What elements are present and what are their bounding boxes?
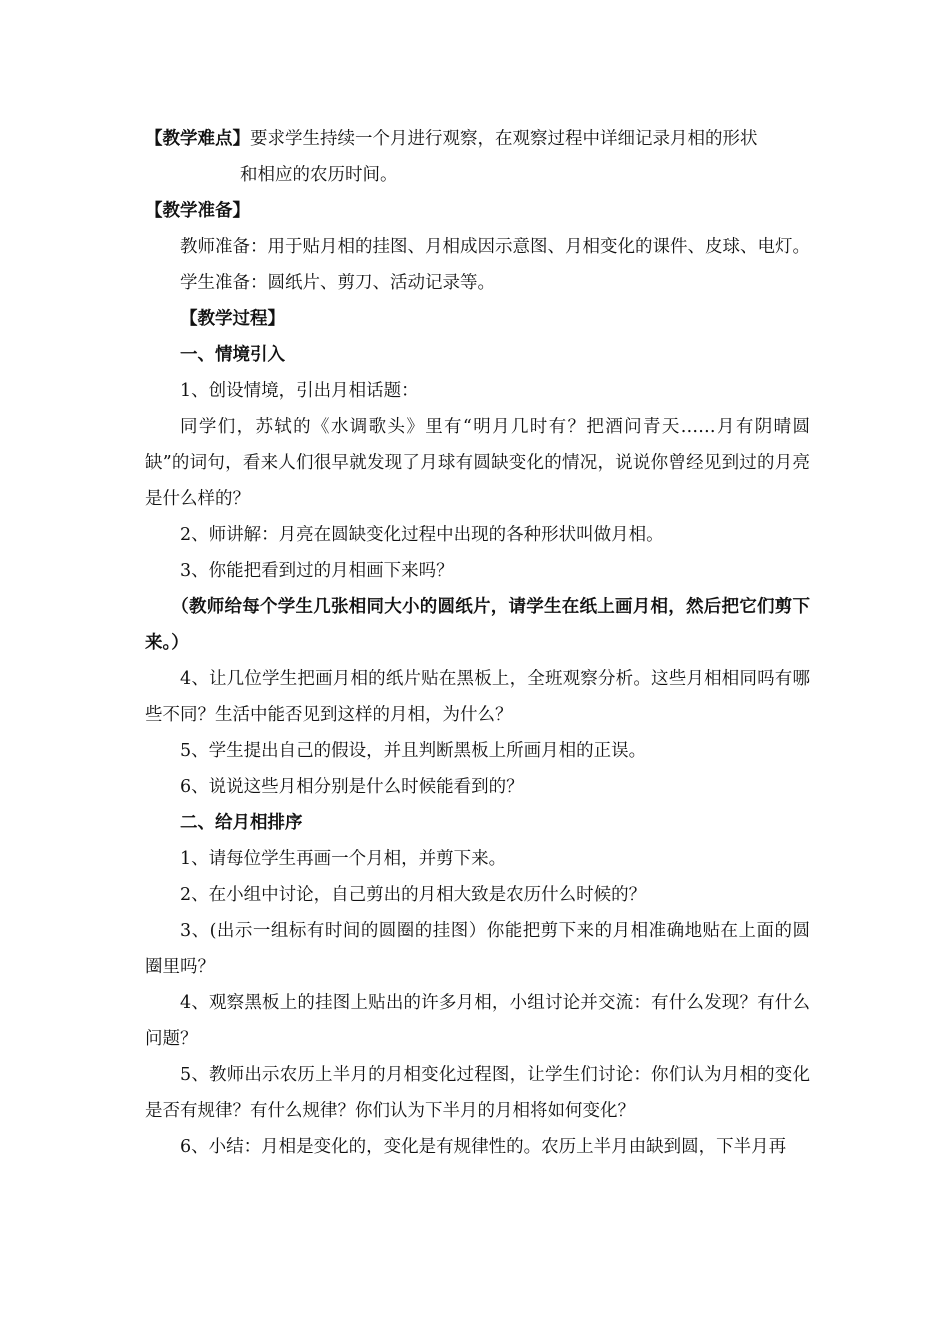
part1-item-1: 1、创设情境，引出月相话题： bbox=[180, 381, 419, 401]
part2-item-5: 5、教师出示农历上半月的月相变化过程图，让学生们讨论：你们认为月相的变化是否有规律？有什么规律？你们认为下半月的月相将如何变化？ bbox=[145, 1065, 810, 1121]
part1-item-8: 6、说说这些月相分别是什么时候能看到的？ bbox=[180, 777, 524, 797]
part1-item-2: 同学们，苏轼的《水调歌头》里有“明月几时有？把酒问青天……月有阴晴圆缺”的词句，看来人们很早就发现了月球有圆缺变化的情况，说说你曾经见到过的月亮是什么样的？ bbox=[145, 417, 810, 509]
process-heading: 【教学过程】 bbox=[180, 309, 285, 329]
difficulty-text-line1: 要求学生持续一个月进行观察，在观察过程中详细记录月相的形状 bbox=[250, 129, 758, 149]
part2-item-1: 1、请每位学生再画一个月相，并剪下来。 bbox=[180, 849, 507, 869]
part1-item-7: 5、学生提出自己的假设，并且判断黑板上所画月相的正误。 bbox=[180, 741, 647, 761]
part1-item-3: 2、师讲解：月亮在圆缺变化过程中出现的各种形状叫做月相。 bbox=[180, 525, 664, 545]
difficulty-line bbox=[145, 121, 810, 157]
preparation-heading: 【教学准备】 bbox=[145, 201, 250, 221]
part2-item-2: 2、在小组中讨论，自己剪出的月相大致是农历什么时候的？ bbox=[180, 885, 647, 905]
teacher-preparation: 教师准备：用于贴月相的挂图、月相成因示意图、月相变化的课件、皮球、电灯。 bbox=[180, 237, 810, 257]
difficulty-text-line2: 和相应的农历时间。 bbox=[240, 165, 398, 185]
part1-item-4: 3、你能把看到过的月相画下来吗？ bbox=[180, 561, 454, 581]
student-preparation: 学生准备：圆纸片、剪刀、活动记录等。 bbox=[180, 273, 495, 293]
part2-item-3: 3、(出示一组标有时间的圆圈的挂图）你能把剪下来的月相准确地贴在上面的圆圈里吗？ bbox=[145, 921, 810, 977]
part1-item-5: （教师给每个学生几张相同大小的圆纸片，请学生在纸上画月相，然后把它们剪下来。） bbox=[145, 597, 810, 653]
part2-item-4: 4、观察黑板上的挂图上贴出的许多月相，小组讨论并交流：有什么发现？有什么问题？ bbox=[145, 993, 810, 1049]
part1-title: 一、情境引入 bbox=[180, 345, 285, 365]
difficulty-label: 【教学难点】 bbox=[145, 129, 250, 149]
part2-title: 二、给月相排序 bbox=[180, 813, 303, 833]
part1-item-6: 4、让几位学生把画月相的纸片贴在黑板上，全班观察分析。这些月相相同吗有哪些不同？生活中能否见到这样的月相，为什么？ bbox=[145, 669, 810, 725]
part2-item-6: 6、小结：月相是变化的，变化是有规律性的。农历上半月由缺到圆，下半月再 bbox=[180, 1137, 787, 1157]
document-page bbox=[145, 121, 810, 1165]
